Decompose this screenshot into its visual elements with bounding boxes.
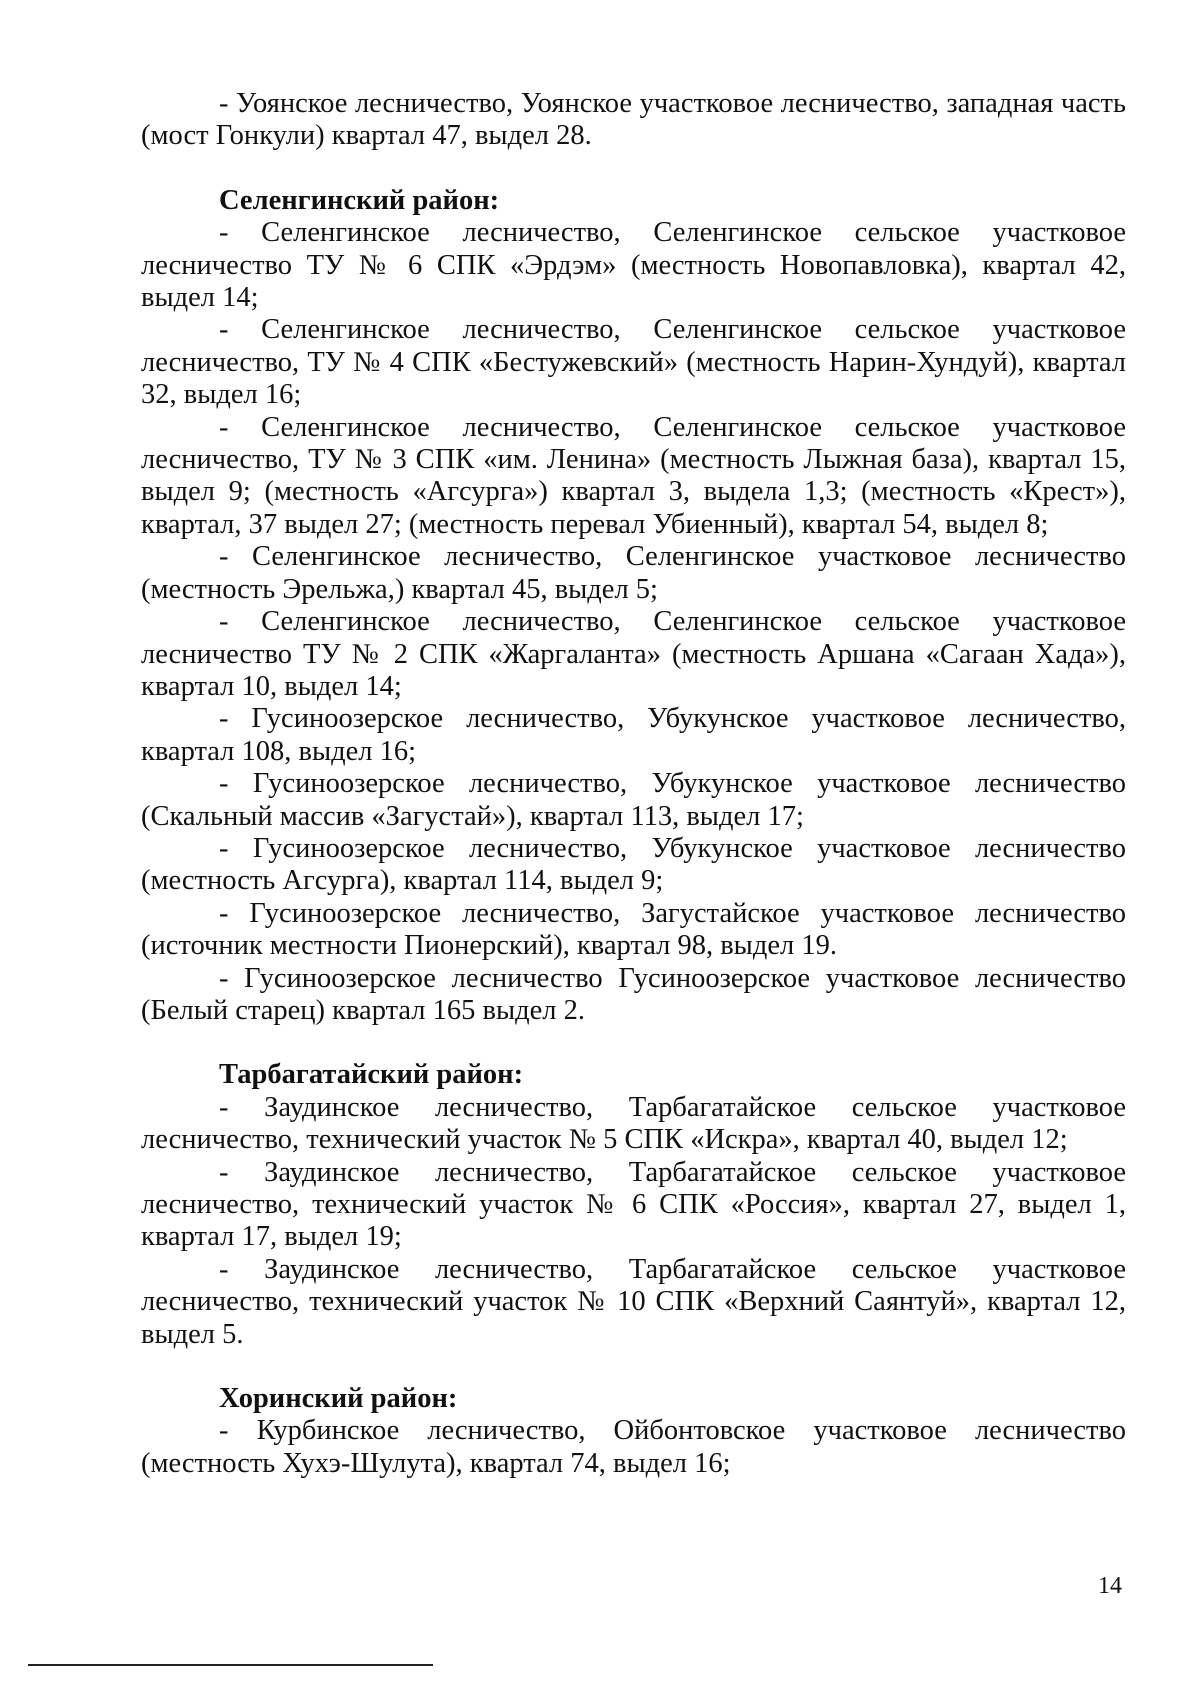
list-item: - Заудинское лесничество, Тарбагатайское сельское участковое лесничество, технический участок № 10 СПК «Верхний Саянтуй», квартал 12, выдел 5. (141, 1253, 1126, 1350)
page-number: 14 (1098, 1573, 1122, 1599)
section-gap (141, 1351, 1126, 1383)
list-item: - Селенгинское лесничество, Селенгинское сельское участковое лесничество ТУ № 2 СПК «Жаргаланта» (местность Аршана «Сагаан Хада»), квартал 10, выдел 14; (141, 606, 1126, 702)
list-item: - Гусиноозерское лесничество, Загустайское участковое лесничество (источник местности Пионерский), квартал 98, выдел 19. (141, 897, 1126, 962)
section-gap (141, 1027, 1126, 1059)
list-item: - Селенгинское лесничество, Селенгинское сельское участковое лесничество, ТУ № 3 СПК «им. Ленина» (местность Лыжная база), квартал 15, выдел 9; (местность «Агсурга») квартал 3, выдела 1,3; (местность «Крест»), квартал, 37 выдел 27; (местность перевал Убиенный), квартал 54, выдел 8; (141, 411, 1126, 540)
section-khorinsky (141, 1383, 1126, 1480)
list-item: - Селенгинское лесничество, Селенгинское участковое лесничество (местность Эрельжа,) квартал 45, выдел 5; (141, 541, 1126, 605)
section-heading: Хоринский район: (219, 1383, 458, 1415)
list-item: - Заудинское лесничество, Тарбагатайское сельское участковое лесничество, технический участок № 6 СПК «Россия», квартал 27, выдел 1, квартал 17, выдел 19; (141, 1156, 1126, 1253)
section-heading: Тарбагатайский район: (219, 1059, 524, 1091)
list-item: - Гусиноозерское лесничество, Убукунское участковое лесничество, квартал 108, выдел 16; (141, 703, 1126, 767)
footer-divider (28, 1664, 433, 1666)
section-tarbagataisky (141, 1059, 1126, 1351)
section-selenginsky (141, 185, 1126, 1028)
intro-paragraph: - Уоянское лесничество, Уоянское участковое лесничество, западная часть (мост Гонкули) квартал 47, выдел 28. (141, 88, 1126, 152)
list-item: - Селенгинское лесничество, Селенгинское сельское участковое лесничество ТУ № 6 СПК «Эрдэм» (местность Новопавловка), квартал 42, выдел 14; (141, 217, 1126, 314)
section-heading: Селенгинский район: (219, 184, 500, 216)
list-item: - Гусиноозерское лесничество Гусиноозерское участковое лесничество (Белый старец) квартал 165 выдел 2. (141, 962, 1126, 1026)
section-gap (141, 153, 1126, 185)
list-item: - Гусиноозерское лесничество, Убукунское участковое лесничество (местность Агсурга), квартал 114, выдел 9; (141, 832, 1126, 897)
list-item: - Курбинское лесничество, Ойбонтовское участковое лесничество (местность Хухэ-Шулута), квартал 74, выдел 16; (141, 1415, 1126, 1479)
list-item: - Гусиноозерское лесничество, Убукунское участковое лесничество (Скальный массив «Загустай»), квартал 113, выдел 17; (141, 768, 1126, 832)
list-item: - Заудинское лесничество, Тарбагатайское сельское участковое лесничество, технический участок № 5 СПК «Искра», квартал 40, выдел 12; (141, 1091, 1126, 1156)
list-item: - Селенгинское лесничество, Селенгинское сельское участковое лесничество, ТУ № 4 СПК «Бестужевский» (местность Нарин-Хундуй), квартал 32, выдел 16; (141, 314, 1126, 411)
document-page (141, 88, 1126, 1480)
